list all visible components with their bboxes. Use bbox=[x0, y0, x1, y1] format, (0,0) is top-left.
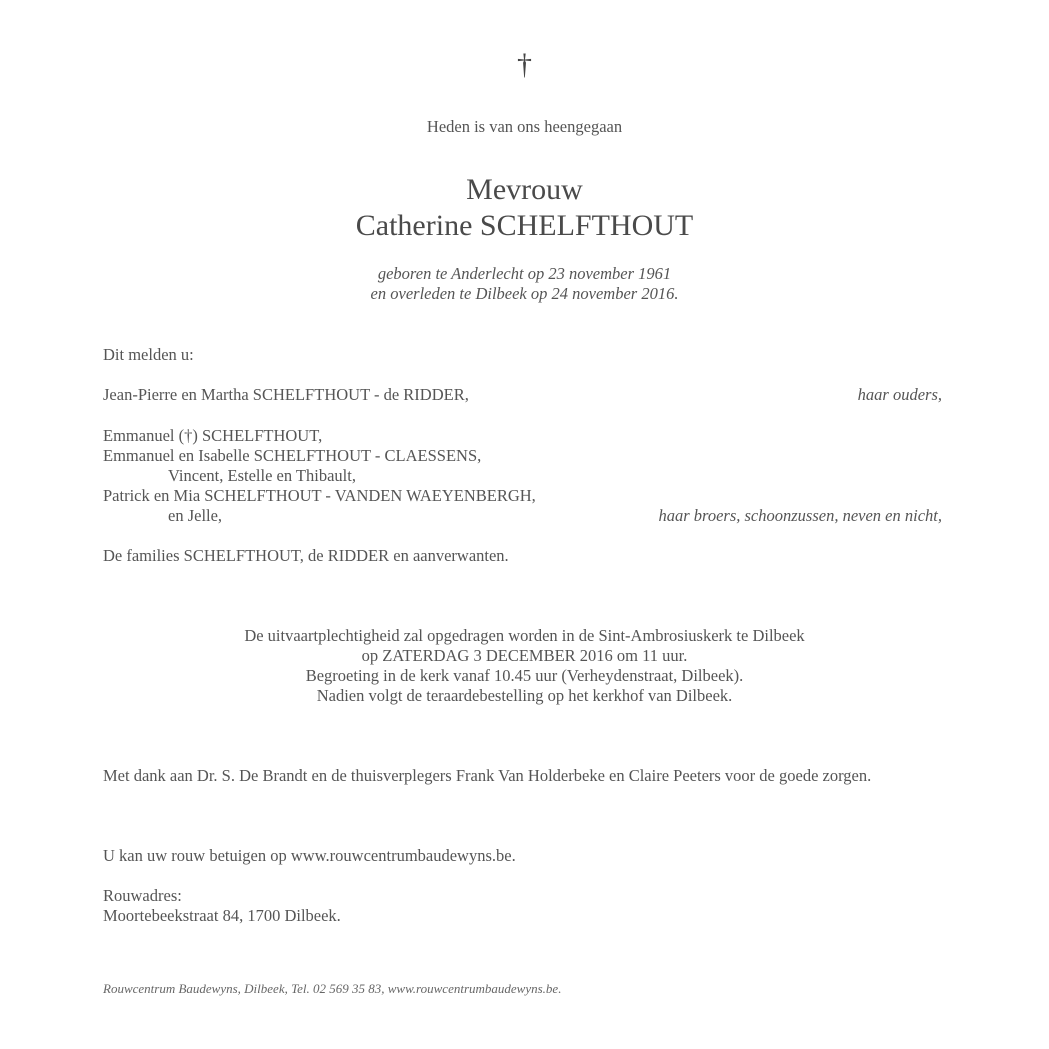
ceremony-line-4: Nadien volgt de teraardebestelling op het kerkhof van Dilbeek. bbox=[316, 686, 733, 705]
sibling-2: Emmanuel en Isabelle SCHELFTHOUT - CLAESSENS, bbox=[103, 446, 482, 465]
sibling-1: Emmanuel (†) SCHELFTHOUT, bbox=[103, 426, 323, 445]
ceremony-line-1: De uitvaartplechtigheid zal opgedragen worden in de Sint-Ambrosiuskerk te Dilbeek bbox=[244, 626, 805, 645]
address-value: Moortebeekstraat 84, 1700 Dilbeek. bbox=[103, 906, 341, 925]
sibling-3: Patrick en Mia SCHELFTHOUT - VANDEN WAEYENBERGH, bbox=[103, 486, 536, 505]
siblings-role: haar broers, schoonzussen, neven en nicht, bbox=[658, 506, 942, 525]
thanks-text: Met dank aan Dr. S. De Brandt en de thuisverplegers Frank Van Holderbeke en Claire Peeters voor de goede zorgen. bbox=[103, 766, 872, 785]
cross-icon: † bbox=[517, 48, 532, 81]
birth-line: geboren te Anderlecht op 23 november 1961 bbox=[377, 264, 672, 283]
deceased-title: Mevrouw bbox=[466, 173, 583, 206]
condolence-text: U kan uw rouw betuigen op www.rouwcentrumbaudewyns.be. bbox=[103, 846, 516, 865]
address-label: Rouwadres: bbox=[103, 886, 182, 905]
footer-text: Rouwcentrum Baudewyns, Dilbeek, Tel. 02 569 35 83, www.rouwcentrumbaudewyns.be. bbox=[103, 981, 562, 996]
families-line: De families SCHELFTHOUT, de RIDDER en aanverwanten. bbox=[103, 546, 509, 565]
death-line: en overleden te Dilbeek op 24 november 2016. bbox=[370, 284, 679, 303]
announce-text: Dit melden u: bbox=[103, 345, 194, 364]
intro-text: Heden is van ons heengegaan bbox=[426, 117, 623, 136]
ceremony-line-3: Begroeting in de kerk vanaf 10.45 uur (Verheydenstraat, Dilbeek). bbox=[305, 666, 744, 685]
parents-names: Jean-Pierre en Martha SCHELFTHOUT - de RIDDER, bbox=[103, 385, 469, 404]
sibling-3-children: en Jelle, bbox=[168, 506, 223, 525]
ceremony-line-2: op ZATERDAG 3 DECEMBER 2016 om 11 uur. bbox=[361, 646, 688, 665]
deceased-name: Catherine SCHELFTHOUT bbox=[355, 209, 694, 242]
parents-role: haar ouders, bbox=[857, 385, 942, 404]
sibling-2-children: Vincent, Estelle en Thibault, bbox=[168, 466, 356, 485]
